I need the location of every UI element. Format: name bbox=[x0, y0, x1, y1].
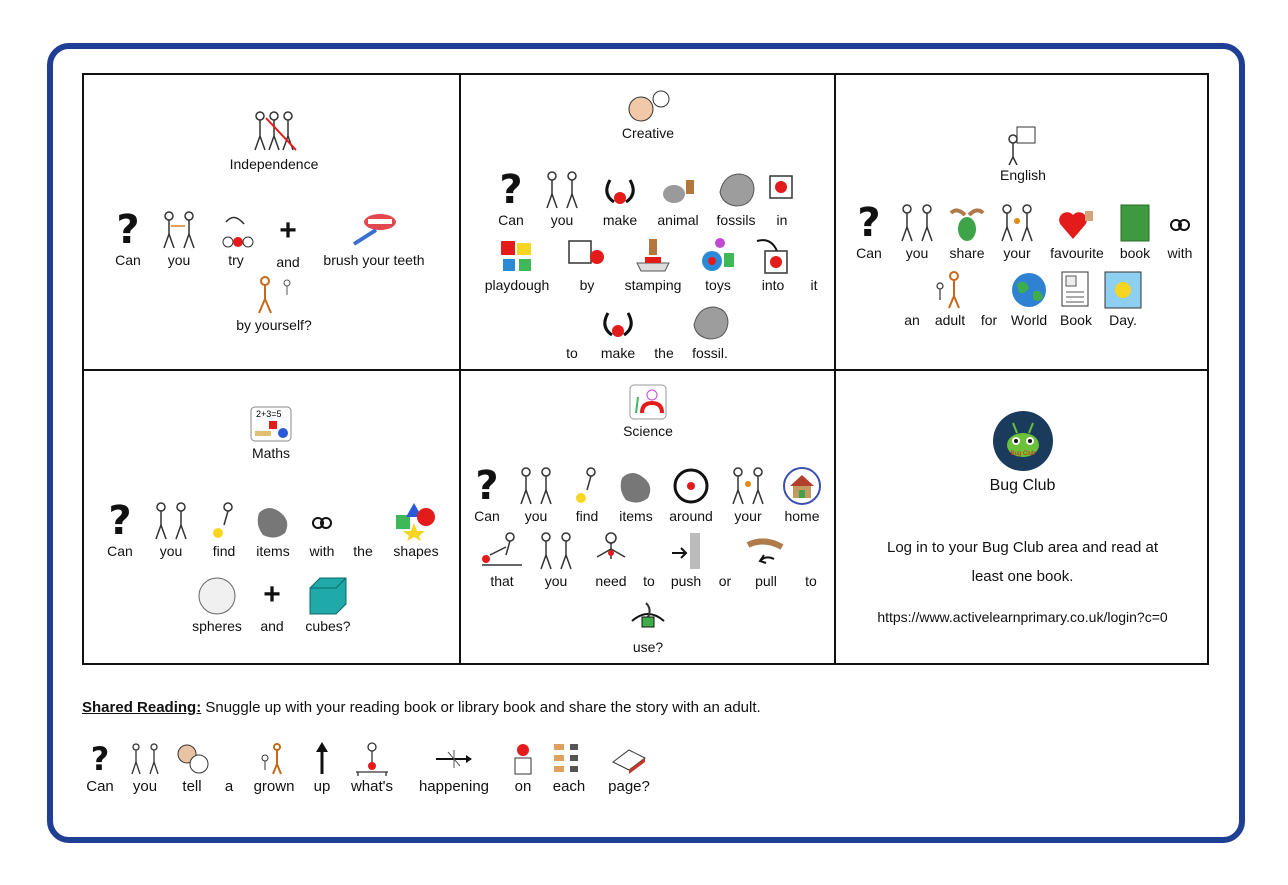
globe-icon bbox=[1009, 270, 1049, 310]
symbol-you: you bbox=[148, 501, 194, 559]
into-icon bbox=[753, 235, 793, 275]
toys-icon bbox=[698, 235, 738, 275]
symbol-cubes: cubes? bbox=[298, 576, 358, 634]
book-icon bbox=[1115, 203, 1155, 243]
question-mark-icon: ? bbox=[90, 740, 110, 778]
pull-icon bbox=[744, 531, 788, 571]
symbol-by: by bbox=[567, 235, 607, 293]
you-icon bbox=[151, 501, 191, 541]
symbol-for: for bbox=[980, 312, 998, 328]
around-icon bbox=[671, 466, 711, 506]
english-heading: English bbox=[973, 125, 1073, 183]
symbol-find: find bbox=[565, 466, 609, 524]
that-icon bbox=[480, 531, 524, 571]
english-icon bbox=[1003, 125, 1043, 165]
you-icon bbox=[128, 742, 162, 776]
open-book-icon bbox=[611, 742, 647, 776]
symbol-can: ? Can bbox=[115, 207, 141, 268]
independence-heading bbox=[224, 110, 324, 172]
shared-reading-heading: Shared Reading: bbox=[82, 699, 202, 716]
symbol-with: with bbox=[1158, 203, 1202, 261]
sphere-icon bbox=[196, 576, 238, 616]
tell-icon bbox=[175, 742, 209, 776]
symbol-pull: pull bbox=[741, 531, 791, 589]
your-icon bbox=[728, 466, 768, 506]
symbol-on: on bbox=[508, 742, 538, 795]
question-mark-icon: ? bbox=[475, 463, 499, 509]
independence-title: Independence bbox=[229, 156, 319, 172]
symbol-fossil: fossil. bbox=[685, 303, 735, 361]
symbol-and: + and bbox=[276, 214, 300, 270]
symbol-share: share bbox=[944, 203, 990, 261]
symbol-book-page: Book bbox=[1054, 270, 1098, 328]
maths-heading: 2+3=5 Maths bbox=[221, 405, 321, 461]
symbol-find: find bbox=[202, 501, 246, 559]
plus-icon: + bbox=[263, 578, 281, 611]
bugclub-cell bbox=[836, 371, 1209, 665]
symbol-around: around bbox=[661, 466, 721, 524]
symbol-you: you bbox=[539, 170, 585, 228]
by-yourself-icon bbox=[251, 275, 297, 315]
activity-grid bbox=[82, 73, 1209, 665]
you-icon bbox=[542, 170, 582, 210]
question-mark-icon: ? bbox=[116, 207, 140, 253]
symbol-items: items bbox=[250, 501, 296, 559]
shapes-icon bbox=[394, 501, 438, 541]
share-icon bbox=[947, 203, 987, 243]
plus-icon: + bbox=[279, 214, 297, 247]
animal-icon bbox=[658, 170, 698, 210]
adult-icon bbox=[930, 270, 970, 310]
symbol-brush-teeth: brush your teeth bbox=[314, 210, 434, 268]
science-heading: Science bbox=[598, 383, 698, 439]
creative-cell bbox=[461, 75, 834, 369]
you-icon bbox=[536, 531, 576, 571]
grown-up-icon bbox=[257, 742, 291, 776]
with-icon bbox=[1160, 203, 1200, 243]
symbol-in: in bbox=[765, 170, 799, 228]
symbol-can: ? Can bbox=[498, 167, 524, 228]
bug-icon bbox=[993, 411, 1053, 471]
fossil-icon bbox=[690, 303, 730, 343]
your-icon bbox=[997, 203, 1037, 243]
symbol-shapes: shapes bbox=[384, 501, 448, 559]
each-icon bbox=[552, 742, 586, 776]
shared-reading-symbol-strip bbox=[82, 742, 702, 806]
symbol-can: ? Can bbox=[474, 463, 500, 524]
science-icon bbox=[628, 383, 668, 421]
symbol-items: items bbox=[611, 466, 661, 524]
symbol-can: ? Can bbox=[107, 498, 133, 559]
shared-reading-paragraph bbox=[82, 699, 761, 716]
symbol-tell: tell bbox=[174, 742, 210, 795]
push-icon bbox=[666, 531, 706, 571]
symbol-grown: grown bbox=[248, 742, 300, 795]
items-icon bbox=[616, 466, 656, 506]
make-icon bbox=[600, 170, 640, 210]
you-icon bbox=[897, 203, 937, 243]
symbol-day: Day. bbox=[1100, 270, 1146, 328]
symbol-fossils: fossils bbox=[711, 170, 761, 228]
symbol-and: + and bbox=[260, 578, 284, 634]
symbol-push: push bbox=[663, 531, 709, 589]
svg-text:2+3=5: 2+3=5 bbox=[256, 409, 282, 419]
with-icon bbox=[302, 501, 342, 541]
bug-club-link[interactable]: https://www.activelearnprimary.co.uk/login?c=0 bbox=[877, 609, 1168, 625]
symbol-each: each bbox=[546, 742, 592, 795]
symbol-stamping: stamping bbox=[621, 235, 685, 293]
symbol-animal: animal bbox=[651, 170, 705, 228]
creative-icon bbox=[623, 89, 673, 123]
symbol-the: the bbox=[654, 345, 674, 361]
maths-cell bbox=[84, 371, 459, 665]
symbol-can: ? Can bbox=[856, 200, 882, 261]
items-icon bbox=[253, 501, 293, 541]
by-icon bbox=[567, 235, 607, 275]
symbol-your: your bbox=[725, 466, 771, 524]
find-icon bbox=[567, 466, 607, 506]
stamping-icon bbox=[633, 235, 673, 275]
sun-icon bbox=[1103, 270, 1143, 310]
symbol-by-yourself: by yourself? bbox=[219, 275, 329, 333]
symbol-or: or bbox=[718, 573, 732, 589]
fossil-icon bbox=[716, 170, 756, 210]
symbol-book: book bbox=[1112, 203, 1158, 261]
english-cell bbox=[836, 75, 1209, 369]
bug-club-logo bbox=[993, 411, 1053, 471]
toothbrush-icon bbox=[350, 210, 398, 250]
book-page-icon bbox=[1056, 270, 1096, 310]
symbol-that: that bbox=[477, 531, 527, 589]
symbol-you: you bbox=[533, 531, 579, 589]
symbol-toys: toys bbox=[695, 235, 741, 293]
symbol-whats: what's bbox=[344, 742, 400, 795]
symbol-home: home bbox=[777, 466, 827, 524]
question-mark-icon: ? bbox=[108, 498, 132, 544]
symbol-try: try bbox=[214, 210, 258, 268]
symbol-favourite: favourite bbox=[1042, 203, 1112, 261]
symbol-world: World bbox=[1006, 270, 1052, 328]
symbol-you: you bbox=[126, 742, 164, 795]
question-mark-icon: ? bbox=[857, 200, 881, 246]
home-icon bbox=[782, 466, 822, 506]
find-icon bbox=[204, 501, 244, 541]
symbol-with: with bbox=[300, 501, 344, 559]
symbol-use: use? bbox=[623, 599, 673, 655]
independence-icon bbox=[248, 110, 300, 154]
make-icon bbox=[598, 303, 638, 343]
symbol-your: your bbox=[994, 203, 1040, 261]
favourite-icon bbox=[1057, 203, 1097, 243]
symbol-you: you bbox=[154, 210, 204, 268]
independence-cell bbox=[84, 75, 459, 369]
cube-icon bbox=[306, 576, 350, 616]
science-cell bbox=[461, 371, 834, 665]
on-icon bbox=[511, 742, 535, 776]
symbol-adult: adult bbox=[928, 270, 972, 328]
symbol-happening: happening bbox=[408, 742, 500, 795]
symbol-you: you bbox=[513, 466, 559, 524]
symbol-playdough: playdough bbox=[481, 235, 553, 293]
symbol-make: make bbox=[593, 303, 643, 361]
symbol-the: the bbox=[353, 543, 373, 559]
playdough-icon bbox=[497, 235, 537, 275]
symbol-to: to bbox=[643, 573, 655, 589]
symbol-spheres: spheres bbox=[184, 576, 250, 634]
maths-icon bbox=[249, 405, 293, 443]
question-mark-icon: ? bbox=[499, 167, 523, 213]
bug-club-instruction-line2: least one book. bbox=[971, 568, 1074, 585]
need-icon bbox=[591, 531, 631, 571]
symbol-page: page? bbox=[600, 742, 658, 795]
symbol-make: make bbox=[595, 170, 645, 228]
bug-club-title: Bug Club bbox=[989, 477, 1056, 494]
creative-heading: Creative bbox=[598, 89, 698, 141]
symbol-up: up bbox=[308, 742, 336, 795]
bug-club-instruction-line1: Log in to your Bug Club area and read at bbox=[886, 539, 1159, 556]
shared-reading-text: Snuggle up with your reading book or library book and share the story with an adult. bbox=[205, 699, 761, 716]
symbol-to: to bbox=[566, 345, 578, 361]
symbol-need: need bbox=[587, 531, 635, 589]
symbol-into: into bbox=[753, 235, 793, 293]
symbol-it: it bbox=[810, 277, 818, 293]
symbol-to: to bbox=[805, 573, 817, 589]
symbol-an: an bbox=[904, 312, 920, 328]
try-icon bbox=[216, 210, 256, 250]
use-icon bbox=[628, 599, 668, 637]
happening-icon bbox=[434, 742, 474, 776]
symbol-can: ? Can bbox=[86, 740, 114, 795]
symbol-you: you bbox=[894, 203, 940, 261]
you-icon bbox=[159, 210, 199, 250]
symbol-a: a bbox=[224, 778, 234, 795]
in-icon bbox=[768, 170, 796, 210]
you-icon bbox=[516, 466, 556, 506]
up-arrow-icon bbox=[312, 742, 332, 776]
whats-icon bbox=[352, 742, 392, 776]
svg-text:Bug Club: Bug Club bbox=[1010, 451, 1036, 457]
